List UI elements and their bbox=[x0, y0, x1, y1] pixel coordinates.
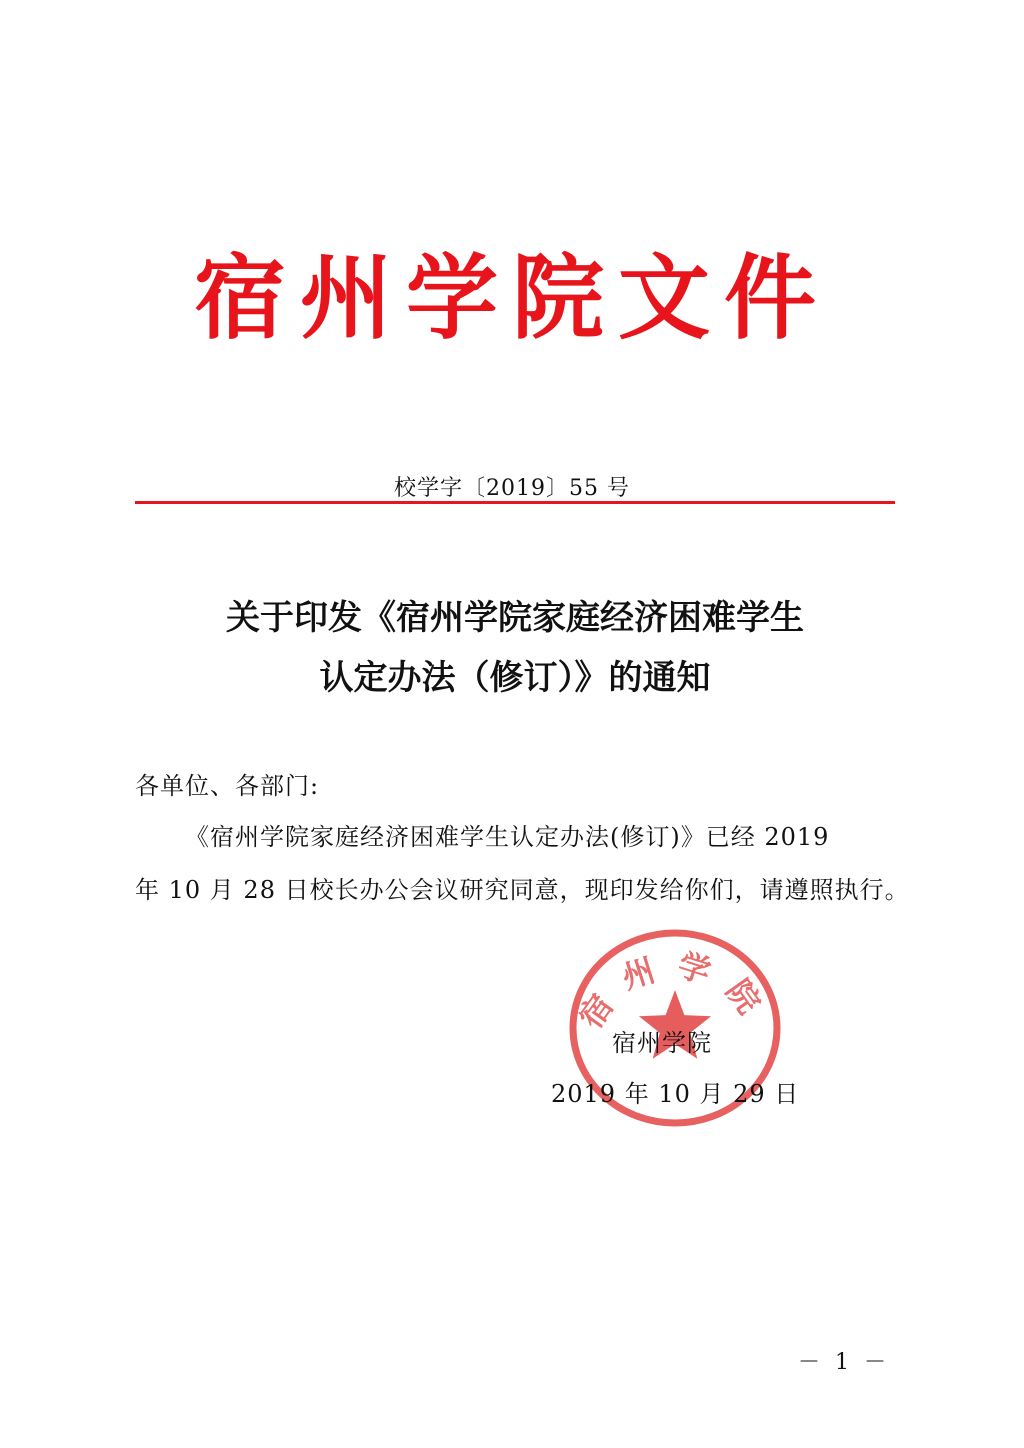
masthead-title: 宿州学院文件 bbox=[193, 244, 830, 352]
body-paragraph-line-1: 《宿州学院家庭经济困难学生认定办法(修订)》已经 2019 bbox=[185, 823, 830, 851]
document-number: 校学字〔2019〕55 号 bbox=[394, 476, 630, 501]
issuer-signature: 宿州学院 bbox=[612, 1029, 712, 1057]
page-number: － 1 － bbox=[798, 1350, 890, 1375]
salutation: 各单位、各部门: bbox=[135, 772, 320, 800]
red-divider-line bbox=[135, 501, 895, 504]
notice-title-line-1: 关于印发《宿州学院家庭经济困难学生 bbox=[226, 598, 804, 638]
notice-title-line-2: 认定办法（修订）》的通知 bbox=[319, 658, 711, 698]
body-paragraph-line-2: 年 10 月 28 日校长办公会议研究同意，现印发给你们，请遵照执行。 bbox=[135, 876, 910, 904]
issue-date: 2019 年 10 月 29 日 bbox=[551, 1080, 800, 1108]
svg-text:宿州学院: 宿州学院 bbox=[571, 945, 779, 1036]
